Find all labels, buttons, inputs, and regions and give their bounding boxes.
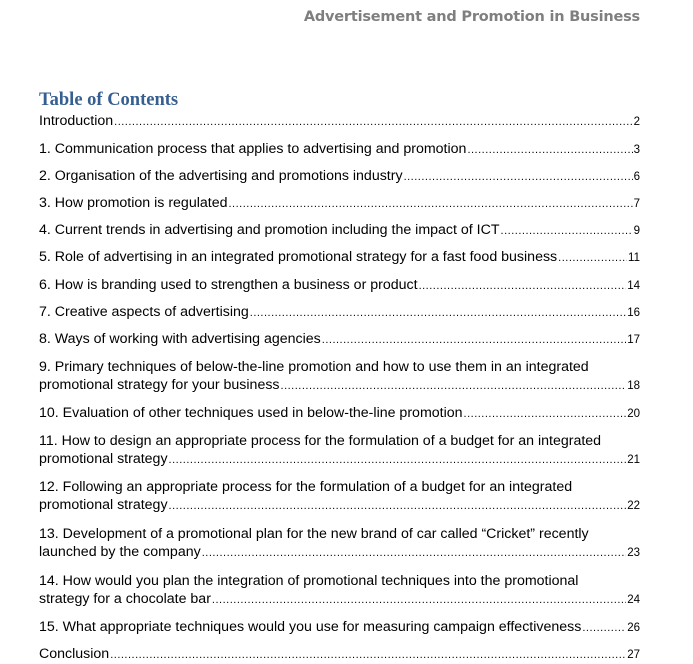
toc-entry-text: Introduction: [39, 113, 114, 129]
toc-entry-text: promotional strategy for your business: [39, 377, 280, 393]
toc-entry-text: 6. How is branding used to strengthen a business or product: [39, 277, 418, 293]
toc-entry-7[interactable]: [39, 303, 640, 322]
toc-entry-text: 8. Ways of working with advertising agencies: [39, 331, 321, 347]
toc-entry-text: 3. How promotion is regulated: [39, 195, 228, 211]
toc-page-number: 23: [627, 547, 640, 559]
toc-entry-first-line: 14. How would you plan the integration of promotional techniques into the promotional: [39, 573, 579, 589]
toc-entry-first-line: 9. Primary techniques of below-the-line promotion and how to use them in an integrated: [39, 359, 589, 375]
toc-entry-14[interactable]: [39, 572, 640, 609]
toc-entry-3[interactable]: [39, 194, 640, 213]
toc-entry-12[interactable]: [39, 478, 640, 515]
toc-entry-9[interactable]: [39, 358, 640, 395]
toc-entry-text: promotional strategy: [39, 451, 168, 467]
toc-page-number: 21: [627, 454, 640, 466]
toc-page-number: 3: [633, 144, 640, 156]
dot-leader: [202, 544, 627, 562]
toc-page-number: 27: [627, 649, 640, 661]
toc-entry-text: 7. Creative aspects of advertising: [39, 304, 249, 320]
toc-title: Table of Contents: [39, 90, 179, 110]
toc-entry-6[interactable]: [39, 276, 640, 295]
toc-entry-11[interactable]: [39, 432, 640, 469]
dot-leader: [114, 113, 632, 131]
toc-entry-first-line: 11. How to design an appropriate process for the formulation of a budget for an integrated: [39, 433, 602, 449]
toc-page-number: 7: [633, 198, 640, 210]
toc-entry-text: 5. Role of advertising in an integrated promotional strategy for a fast food business: [39, 249, 558, 265]
toc-page-number: 26: [627, 622, 640, 634]
dot-leader: [228, 195, 632, 213]
dot-leader: [501, 222, 633, 240]
toc-entry-conclusion[interactable]: [39, 645, 640, 664]
dot-leader: [169, 451, 627, 469]
toc-entry-5[interactable]: [39, 248, 640, 267]
toc-entry-text: 15. What appropriate techniques would you use for measuring campaign effectiveness: [39, 619, 582, 635]
dot-leader: [322, 331, 626, 349]
toc-entry-10[interactable]: [39, 404, 640, 423]
dot-leader: [169, 497, 627, 515]
toc-entry-text: strategy for a chocolate bar: [39, 591, 211, 607]
toc-entry-text: 10. Evaluation of other techniques used in below-the-line promotion: [39, 405, 463, 421]
toc-entry-text: 4. Current trends in advertising and promotion including the impact of ICT: [39, 222, 500, 238]
dot-leader: [281, 377, 627, 395]
dot-leader: [419, 277, 627, 295]
toc-entry-8[interactable]: [39, 330, 640, 349]
dot-leader: [110, 646, 626, 664]
toc-entry-introduction[interactable]: [39, 112, 640, 131]
toc-page-number: 20: [627, 408, 640, 420]
toc-entry-text: launched by the company: [39, 544, 201, 560]
toc-page-number: 16: [627, 307, 640, 319]
toc-entry-text: 1. Communication process that applies to advertising and promotion: [39, 141, 467, 157]
toc-entry-4[interactable]: [39, 221, 640, 240]
toc-page-number: 18: [627, 380, 640, 392]
toc-entry-first-line: 13. Development of a promotional plan for the new brand of car called “Cricket” recently: [39, 526, 589, 542]
document-header-title: Advertisement and Promotion in Business: [303, 9, 640, 25]
dot-leader: [558, 249, 627, 267]
toc-entry-text: promotional strategy: [39, 497, 168, 513]
toc-entry-15[interactable]: [39, 618, 640, 637]
toc-page-number: 14: [627, 280, 640, 292]
dot-leader: [582, 619, 626, 637]
toc-page-number: 6: [633, 171, 640, 183]
toc-entry-2[interactable]: [39, 167, 640, 186]
dot-leader: [467, 141, 632, 159]
toc-page-number: 2: [633, 116, 640, 128]
toc-page-number: 9: [633, 225, 640, 237]
dot-leader: [404, 168, 633, 186]
toc-entry-text: Conclusion: [39, 646, 110, 662]
toc-entry-first-line: 12. Following an appropriate process for the formulation of a budget for an integrated: [39, 479, 573, 495]
dot-leader: [250, 304, 626, 322]
toc-page-number: 17: [627, 334, 640, 346]
toc-page-number: 11: [628, 252, 640, 264]
dot-leader: [212, 591, 626, 609]
toc-entry-text: 2. Organisation of the advertising and promotions industry: [39, 168, 403, 184]
toc-page-number: 22: [627, 500, 640, 512]
toc-entry-13[interactable]: [39, 525, 640, 562]
dot-leader: [464, 405, 627, 423]
toc-page-number: 24: [627, 594, 640, 606]
toc-entry-1[interactable]: [39, 140, 640, 159]
